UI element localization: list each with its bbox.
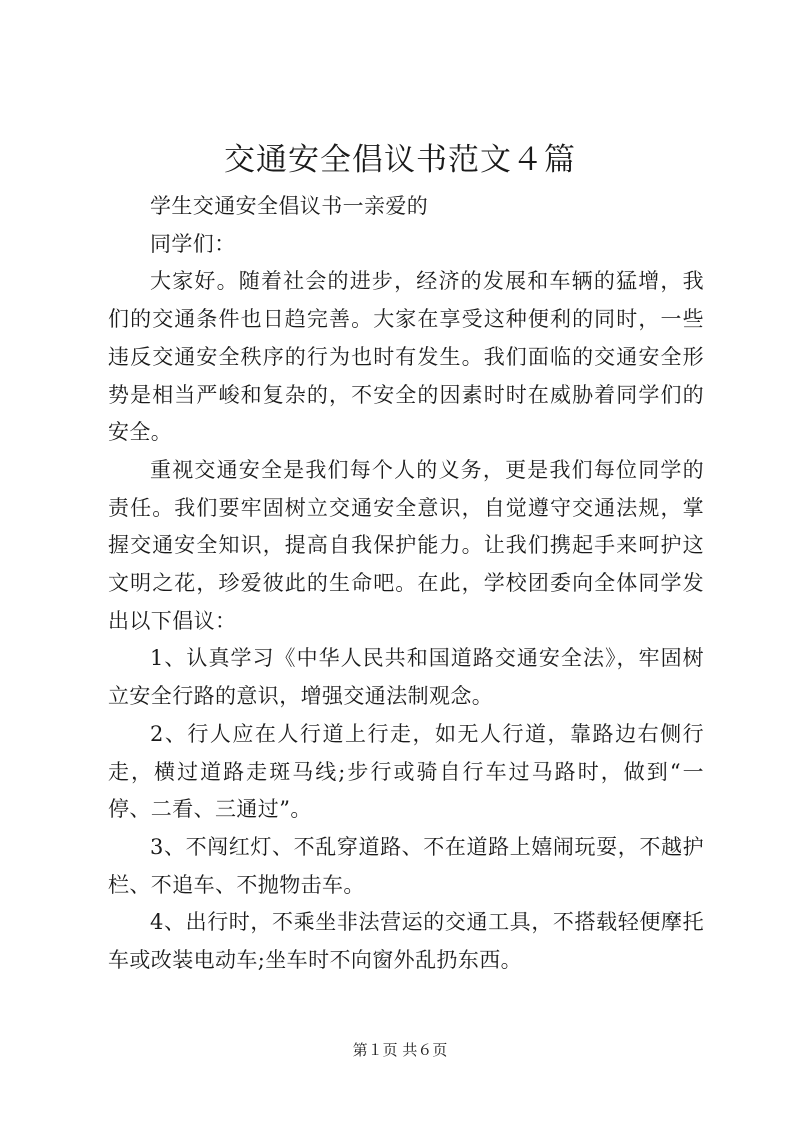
paragraph-item-3: 3、不闯红灯、不乱穿道路、不在道路上嬉闹玩耍，不越护栏、不追车、不抛物击车。 — [108, 834, 704, 897]
paragraph-salutation: 同学们： — [150, 231, 236, 256]
paragraph-greeting: 大家好。随着社会的进步，经济的发展和车辆的猛增，我们的交通条件也日趋完善。大家在享受这种便利的同时，一些违反交通安全秩序的行为也时有发生。我们面临的交通安全形势是相当严峻和复杂的，不安全的因素时时在威胁着同学们的安全。 — [108, 269, 704, 445]
paragraph-item-2: 2、行人应在人行道上行走，如无人行道，靠路边右侧行走，横过道路走斑马线;步行或骑自行车过马路时，做到“一停、二看、三通过”。 — [108, 721, 704, 822]
paragraph-responsibility: 重视交通安全是我们每个人的义务，更是我们每位同学的责任。我们要牢固树立交通安全意识，自觉遵守交通法规，掌握交通安全知识，提高自我保护能力。让我们携起手来呵护这文明之花，珍爱彼此的生命吧。在此，学校团委向全体同学发出以下倡议： — [108, 457, 704, 633]
paragraph-item-4: 4、出行时，不乘坐非法营运的交通工具，不搭载轻便摩托车或改装电动车;坐车时不向窗外乱扔东西。 — [108, 910, 704, 973]
paragraph-item-1: 1、认真学习《中华人民共和国道路交通安全法》，牢固树立安全行路的意识，增强交通法制观念。 — [108, 646, 704, 709]
document-body — [108, 188, 704, 980]
page-number-footer: 第１页 共６页 — [352, 1041, 448, 1059]
document-title: 交通安全倡议书范文４篇 — [224, 142, 576, 178]
paragraph-intro: 学生交通安全倡议书一亲爱的 — [150, 194, 429, 218]
